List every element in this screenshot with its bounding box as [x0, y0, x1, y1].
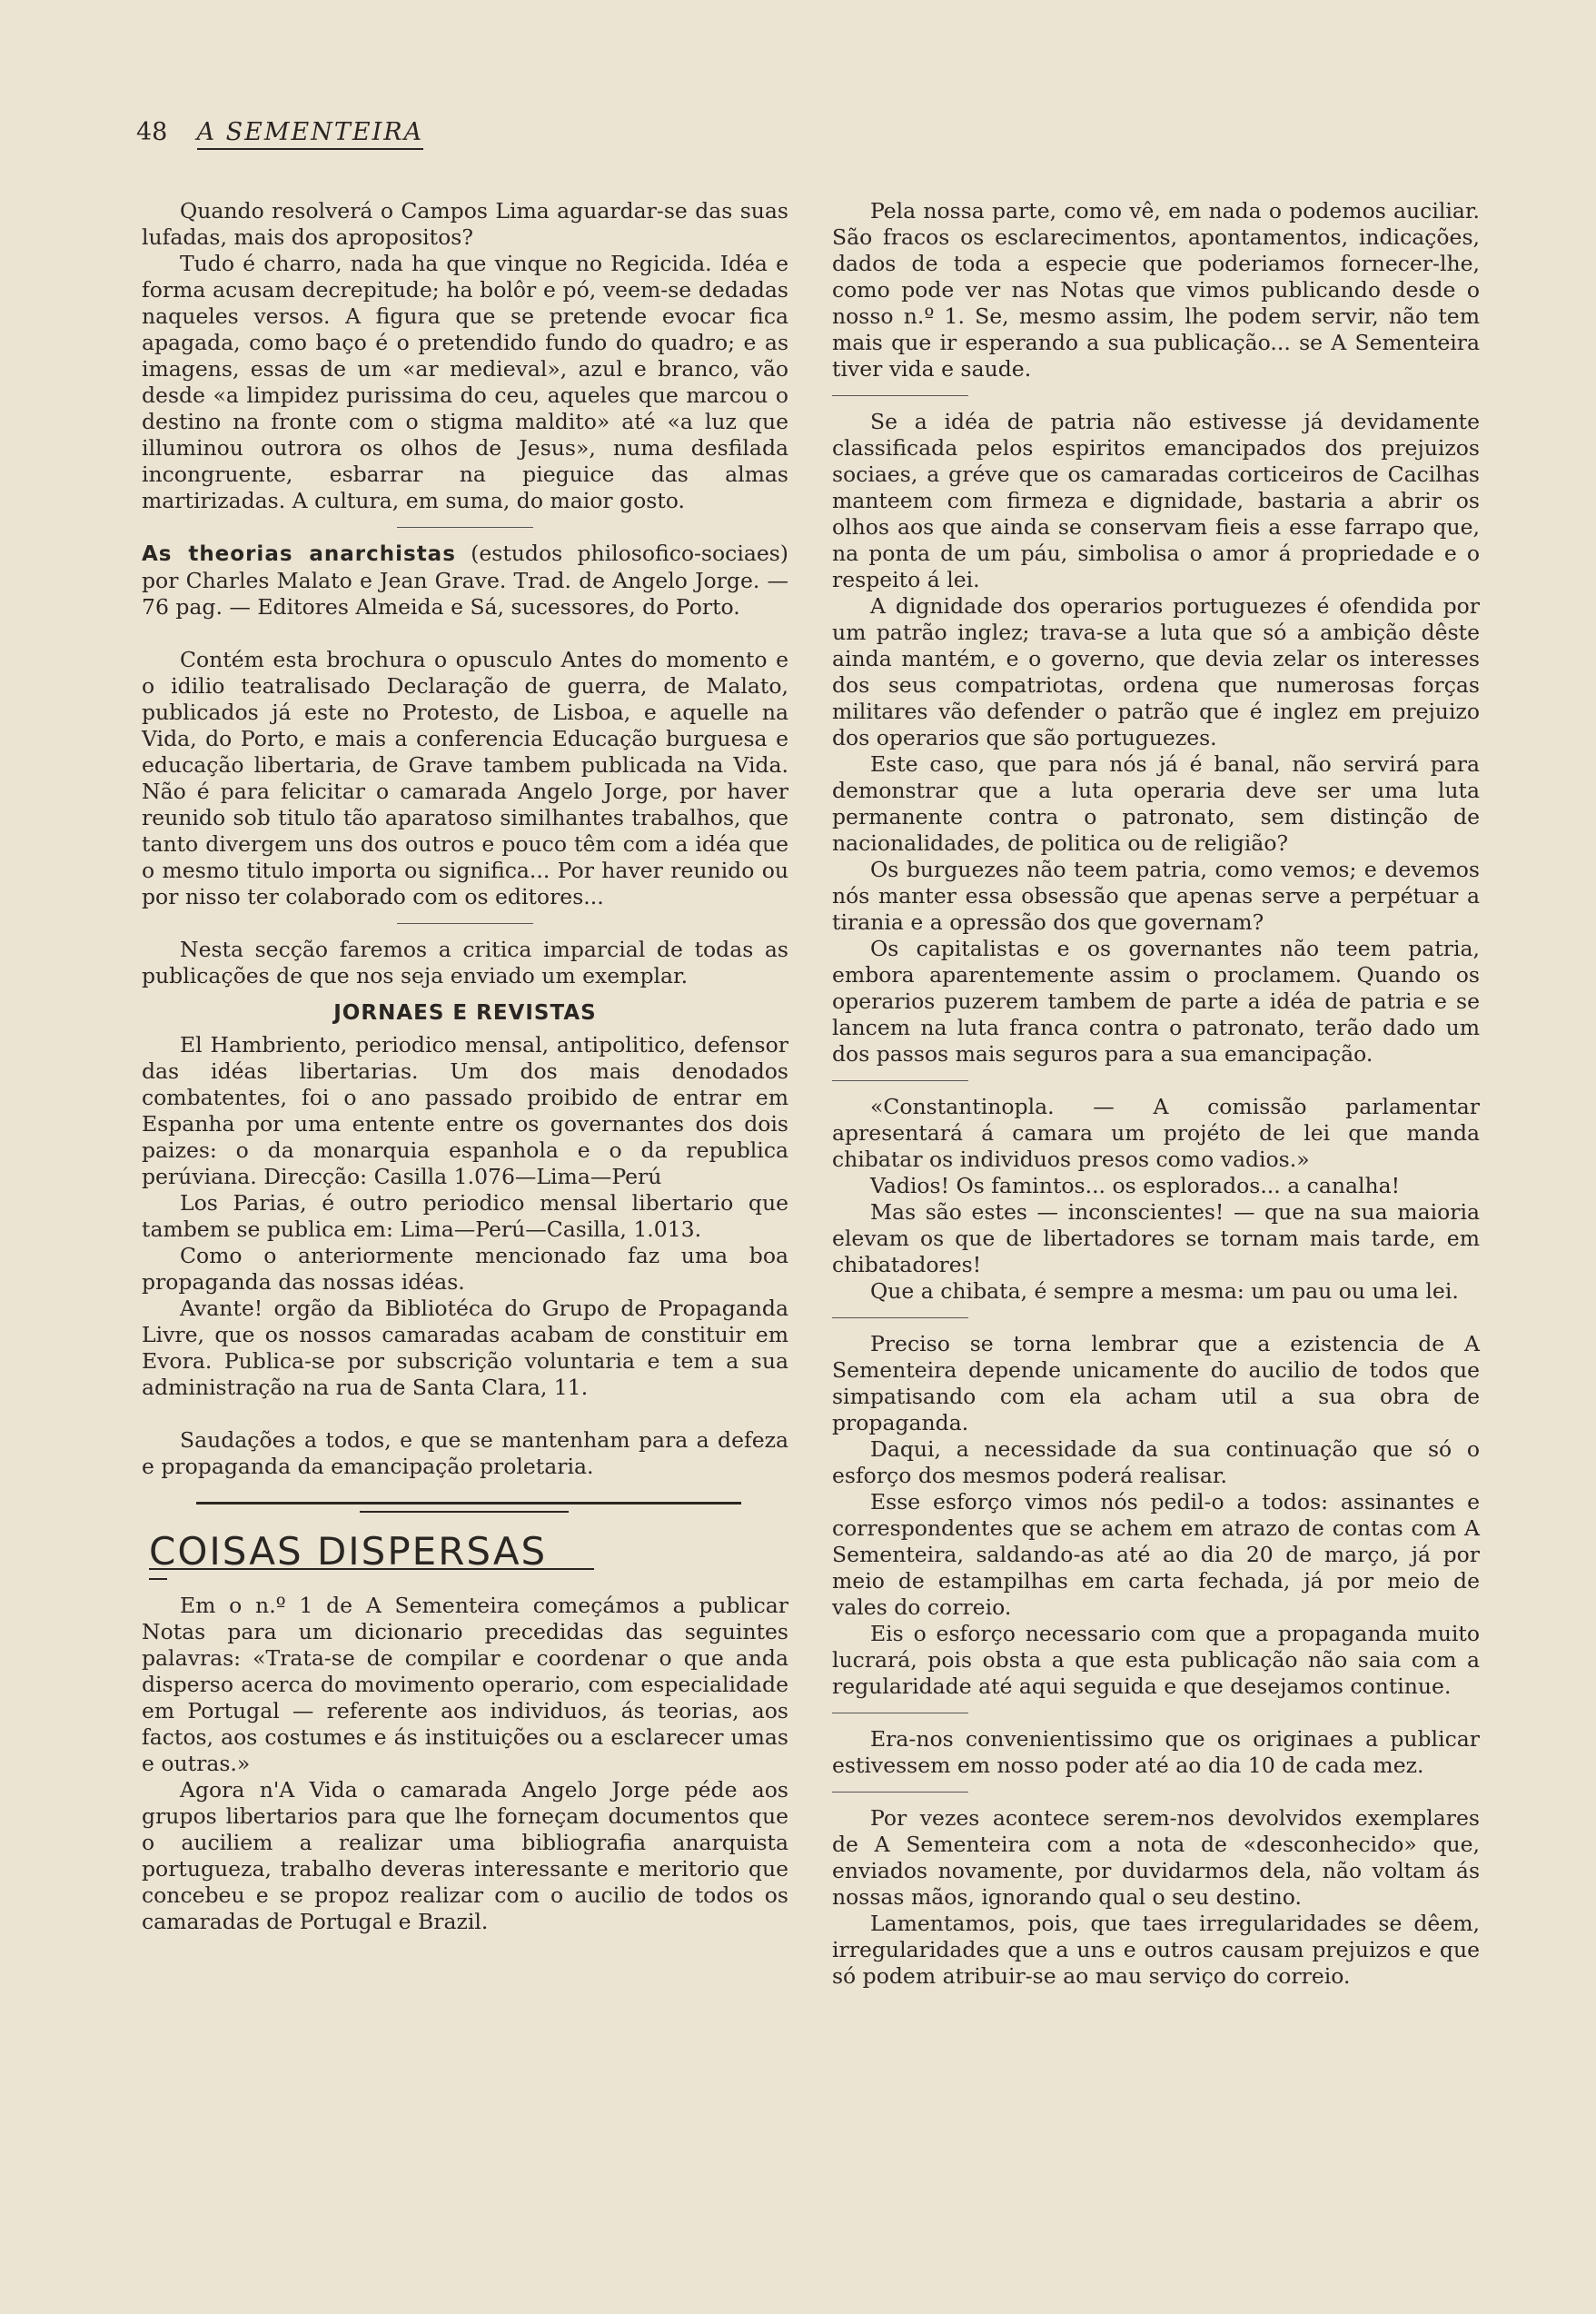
paragraph: Quando resolverá o Campos Lima aguardar-se das suas lufadas, mais dos apropositos? [142, 198, 788, 250]
paragraph: Os capitalistas e os governantes não teem patria, embora aparentemente assim o proclamem. Quando os operarios puzerem tambem de parte a idéa de patria e se lancem na luta franca contra o patronato, terão dado um dos passos mais seguros para a sua emancipação. [832, 936, 1480, 1067]
separator-rule [832, 1080, 968, 1081]
paragraph: Preciso se torna lembrar que a ezistencia de A Sementeira depende unicamente do aucilio de todos que simpatisando com ela acham util a sua obra de propaganda. [832, 1331, 1480, 1435]
paragraph: Daqui, a necessidade da sua continuação que só o esforço dos mesmos poderá realisar. [832, 1436, 1480, 1488]
paragraph: Pela nossa parte, como vê, em nada o podemos auciliar. São fracos os esclarecimentos, apontamentos, indicações, dados de toda a especie que poderiamos fornecer-lhe, como pode ver nas Notas que vimos publicando desde o nosso n.º 1. Se, mesmo assim, lhe podem servir, não tem mais que ir esperando a sua publicação... se A Sementeira tiver vida e saude. [832, 198, 1480, 382]
separator-rule [397, 527, 533, 528]
section-heading-jornaes: JORNAES E REVISTAS [333, 1001, 597, 1025]
book-title: As theorias anarchistas [142, 542, 456, 566]
book-review-entry [142, 541, 788, 621]
paragraph: Lamentamos, pois, que taes irregularidades se dêem, irregularidades que a uns e outros causam prejuizos e que só podem atribuir-se ao mau serviço do correio. [832, 1911, 1480, 1989]
paragraph: Que a chibata, é sempre a mesma: um pau ou uma lei. [870, 1278, 1459, 1304]
paragraph: «Constantinopla. — A comissão parlamentar apresentará á camara um projéto de lei que manda chibatar os individuos presos como vadios.» [832, 1094, 1480, 1172]
paragraph: Era-nos convenientissimo que os originaes a publicar estivessem em nosso poder até ao dia 10 de cada mez. [832, 1726, 1480, 1778]
separator-rule [832, 1317, 968, 1318]
paragraph: Agora n'A Vida o camarada Angelo Jorge péde aos grupos libertarios para que lhe forneçam documentos que o auciliem a realizar uma bibliografia anarquista portugueza, trabalho deveras interessante e meritorio que concebeu e se propoz realizar com o aucilio de todos os camaradas de Portugal e Brazil. [142, 1777, 788, 1934]
paragraph: Os burguezes não teem patria, como vemos; e devemos nós manter essa obsessão que apenas serve a perpétuar a tirania e a opressão dos que governam? [832, 857, 1480, 935]
paragraph: Mas são estes — inconscientes! — que na sua maioria elevam os que de libertadores se tornam mais tarde, em chibatadores! [832, 1199, 1480, 1277]
paragraph: Eis o esforço necessario com que a propaganda muito lucrará, pois obsta a que esta publicação não saia com a regularidade até aqui seguida e que desejamos continue. [832, 1621, 1480, 1699]
paragraph: Avante! orgão da Bibliotéca do Grupo de Propaganda Livre, que os nossos camaradas acabam de constituir em Evora. Publica-se por subscrição voluntaria e tem a sua administração na rua de Santa Clara, 11. [142, 1296, 788, 1400]
paragraph: Vadios! Os famintos... os esplorados... a canalha! [870, 1173, 1401, 1198]
page-header [136, 118, 423, 146]
double-rule [142, 1493, 788, 1529]
paragraph: El Hambriento, periodico mensal, antipolitico, defensor das idéas libertarias. Um dos mais denodados combatentes, foi o ano passado proibido de entrar em Espanha por uma entente entre os governantes dos dois paizes: o da monarquia espanhola e o da republica perúviana. Direcção: Casilla 1.076—Lima—Perú [142, 1032, 788, 1189]
separator-rule [397, 923, 533, 924]
paragraph: Contém esta brochura o opusculo Antes do momento e o idilio teatralisado Declaração de guerra, de Malato, publicados já este no Protesto, de Lisboa, e aquelle na Vida, do Porto, e mais a conferencia Educação burguesa e educação libertaria, de Grave tambem publicada na Vida. Não é para felicitar o camarada Angelo Jorge, por haver reunido sob titulo tão aparatoso similhantes trabalhos, que tanto divergem uns dos outros e pouco têm com a idéa que o mesmo titulo importa ou significa... Por haver reunido ou por nisso ter colaborado com os editores... [142, 647, 788, 909]
separator-rule [832, 395, 968, 396]
paragraph: Saudações a todos, e que se mantenham para a defeza e propaganda da emancipação proletaria. [142, 1427, 788, 1479]
separator-rule [832, 1792, 968, 1793]
paragraph: Em o n.º 1 de A Sementeira começámos a publicar Notas para um dicionario precedidas das seguintes palavras: «Trata-se de compilar e coordenar o que anda disperso acerca do movimento operario, com especialidade em Portugal — referente aos individuos, ás teorias, aos factos, aos costumes e ás instituições ou a esclarecer umas e outras.» [142, 1593, 788, 1776]
paragraph: Los Parias, é outro periodico mensal libertario que tambem se publica em: Lima—Perú—Casilla, 1.013. [142, 1190, 788, 1242]
page-number: 48 [136, 118, 168, 146]
book-details: (estudos philosofico-sociaes) por Charles Malato e Jean Grave. Trad. de Angelo Jorge. — 76 pag. — Editores Almeida e Sá, sucessores, do Porto. [142, 541, 788, 620]
section-heading-coisas-dispersas: COISAS DISPERSAS [149, 1538, 594, 1570]
left-column [142, 198, 788, 1935]
right-column [832, 198, 1480, 1990]
paragraph: Como o anteriormente mencionado faz uma boa propaganda das nossas idéas. [142, 1243, 788, 1295]
paragraph: Se a idéa de patria não estivesse já devidamente classificada pelos espiritos emancipados dos prejuizos sociaes, a gréve que os camaradas corticeiros de Cacilhas manteem com firmeza e dignidade, bastaria a abrir os olhos aos que ainda se conservam fieis a esse farrapo que, na ponta de um páu, simbolisa o amor á propriedade e o respeito á lei. [832, 409, 1480, 592]
paragraph: Tudo é charro, nada ha que vinque no Regicida. Idéa e forma acusam decrepitude; ha bolôr e pó, veem-se dedadas naqueles versos. A figura que se pretende evocar fica apagada, como baço é o pretendido fundo do quadro; e as imagens, essas de um «ar medieval», azul e branco, vão desde «a limpidez purissima do ceu, aqueles que marcou o destino na fronte com o stigma maldito» até «a luz que illuminou outrora os olhos de Jesus», numa desfilada incongruente, esbarrar na pieguice das almas martirizadas. A cultura, em suma, do maior gosto. [142, 251, 788, 513]
dash-mark [149, 1578, 167, 1580]
paragraph: Nesta secção faremos a critica imparcial de todas as publicações de que nos seja enviado um exemplar. [142, 937, 788, 988]
paragraph: Este caso, que para nós já é banal, não servirá para demonstrar que a luta operaria deve ser uma luta permanente contra o patronato, sem distinção de nacionalidades, de politica ou de religião? [832, 751, 1480, 856]
paragraph: Por vezes acontece serem-nos devolvidos exemplares de A Sementeira com a nota de «desconhecido» que, enviados novamente, por duvidarmos dela, não voltam ás nossas mãos, ignorando qual o seu destino. [832, 1805, 1480, 1910]
journal-title: A SEMENTEIRA [197, 118, 423, 150]
paragraph: A dignidade dos operarios portuguezes é ofendida por um patrão inglez; trava-se a luta que só a ambição dêste ainda mantém, e o governo, que devia zelar os interesses dos seus compatriotas, ordena que numerosas forças militares vão defender o patrão que é inglez em prejuizo dos operarios que são portuguezes. [832, 593, 1480, 750]
paragraph: Esse esforço vimos nós pedil-o a todos: assinantes e correspondentes que se achem em atrazo de contas com A Sementeira, saldando-as até ao dia 20 de março, já por meio de estampilhas em carta fechada, já por meio de vales do correio. [832, 1489, 1480, 1620]
